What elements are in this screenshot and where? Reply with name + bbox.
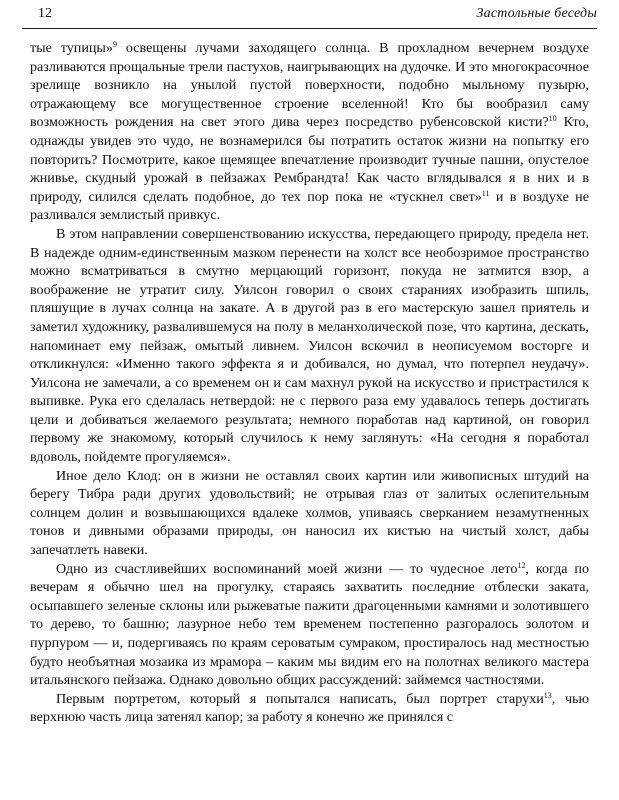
paragraph-text: и в воздухе не разливался землистый привкус. [30, 188, 589, 224]
paragraph-text: тые тупицы» [30, 40, 113, 56]
running-title: Застольные беседы [476, 6, 597, 21]
paragraph-text: Иное дело Клод: он в жизни не оставлял своих картин или живописных штудий на берегу Тибра ради других удовольствий; не отрывая глаз от залитых ослепительным солнцем долин и возвышающихся вдалеке холмов, упиваясь сверканием незамутненных тонов и дивными образами природы, он наносил их кистью на чистый холст, дабы запечатлеть навеки. [30, 467, 589, 559]
paragraph [30, 560, 589, 690]
footnote-ref: 13 [543, 690, 552, 700]
footnote-ref: 10 [548, 114, 557, 124]
footnote-ref: 9 [112, 40, 117, 49]
paragraph [30, 39, 589, 225]
footnote-ref: 12 [517, 560, 526, 570]
paragraph [30, 690, 589, 727]
page-number: 12 [38, 6, 52, 21]
paragraph-text: освещены лучами заходящего солнца. В прохладном вечернем воздухе разливаются прощальные трели пастухов, наигрывающих на дудочке. И это многокрасочное зрелище возникло на унылой пустой поверхности, подобно мыльному пузырю, отражающему все могущественное строение вселенной! Кто бы вообразил саму возможность рождения на свет этого дива через посредство рубенсовской кисти? [30, 40, 589, 131]
paragraph [30, 467, 589, 560]
paragraph [30, 225, 589, 467]
running-header [22, 4, 597, 29]
paragraph-text: , чью верхнюю часть лица затенял капор; за работу я конечно же принялся с [30, 690, 589, 726]
paragraph-text: Кто, однажды увидев это чудо, не вознамерился бы потратить остаток жизни на попытку его повторить? Посмотрите, какое щемящее впечатление производит тучные пашни, опустелое жнивье, скудный урожай в пейзажах Рембрандта! Как часто вглядывался я в них и в природу, силился сделать подобное, до тех пор пока не «тускнел свет» [30, 114, 589, 205]
footnote-ref: 11 [481, 188, 490, 198]
paragraph-text: Первым портретом, который я попытался написать, был портрет старухи [56, 690, 544, 707]
paragraph-text: Одно из счастливейших воспоминаний моей жизни — то чудесное лето [56, 560, 518, 577]
body-text [30, 39, 589, 727]
paragraph-text: , когда по вечерам я обычно шел на прогулку, стараясь захватить последние отблески заката, осыпавшего зеленые склоны или рыжеватые пажити драгоценными камнями и золотившего то дерево, то башню; лазурное небо тем временем постепенно разгоралось золотом и пурпуром — и, подергиваясь по краям сероватым сумраком, простиралось над местностью будто необъятная мозаика из мрамора – каким мы видим его на полотнах великого мастера итальянского пейзажа. Однако довольно общих рассуждений: займемся частностями. [30, 560, 589, 689]
paragraph-text: В этом направлении совершенствованию искусства, передающего природу, предела нет. В надежде одним-единственным мазком перенести на холст все необозримое пространство можно всматриваться в смутно мерцающий горизонт, покуда не затмится взор, а воображение не утратит силу. Уилсон говорил о своих стараниях изобразить шпиль, пляшущие в лучах солнца на закате. А в другой раз в его мастерскую зашел приятель и заметил художнику, развалившемуся на полу в меланхолической позе, что картина, дескать, напоминает ему пейзаж, омытый ливнем. Уилсон вскочил в неописуемом восторге и откликнулся: «Именно такого эффекта я и добивался, но думал, что потерпел неудачу». Уилсона не замечали, а со временем он и сам махнул рукой на искусство и пристрастился к выпивке. Рука его сделалась нетвердой: не с первого раза ему удавалось теперь достигать цели и добиваться желаемого результата; немного поработав над картиной, он говорил первому же знакомому, который случилось к нему заглянуть: «На сегодня я поработал вдоволь, пойдемте прогуляемся». [30, 225, 589, 466]
